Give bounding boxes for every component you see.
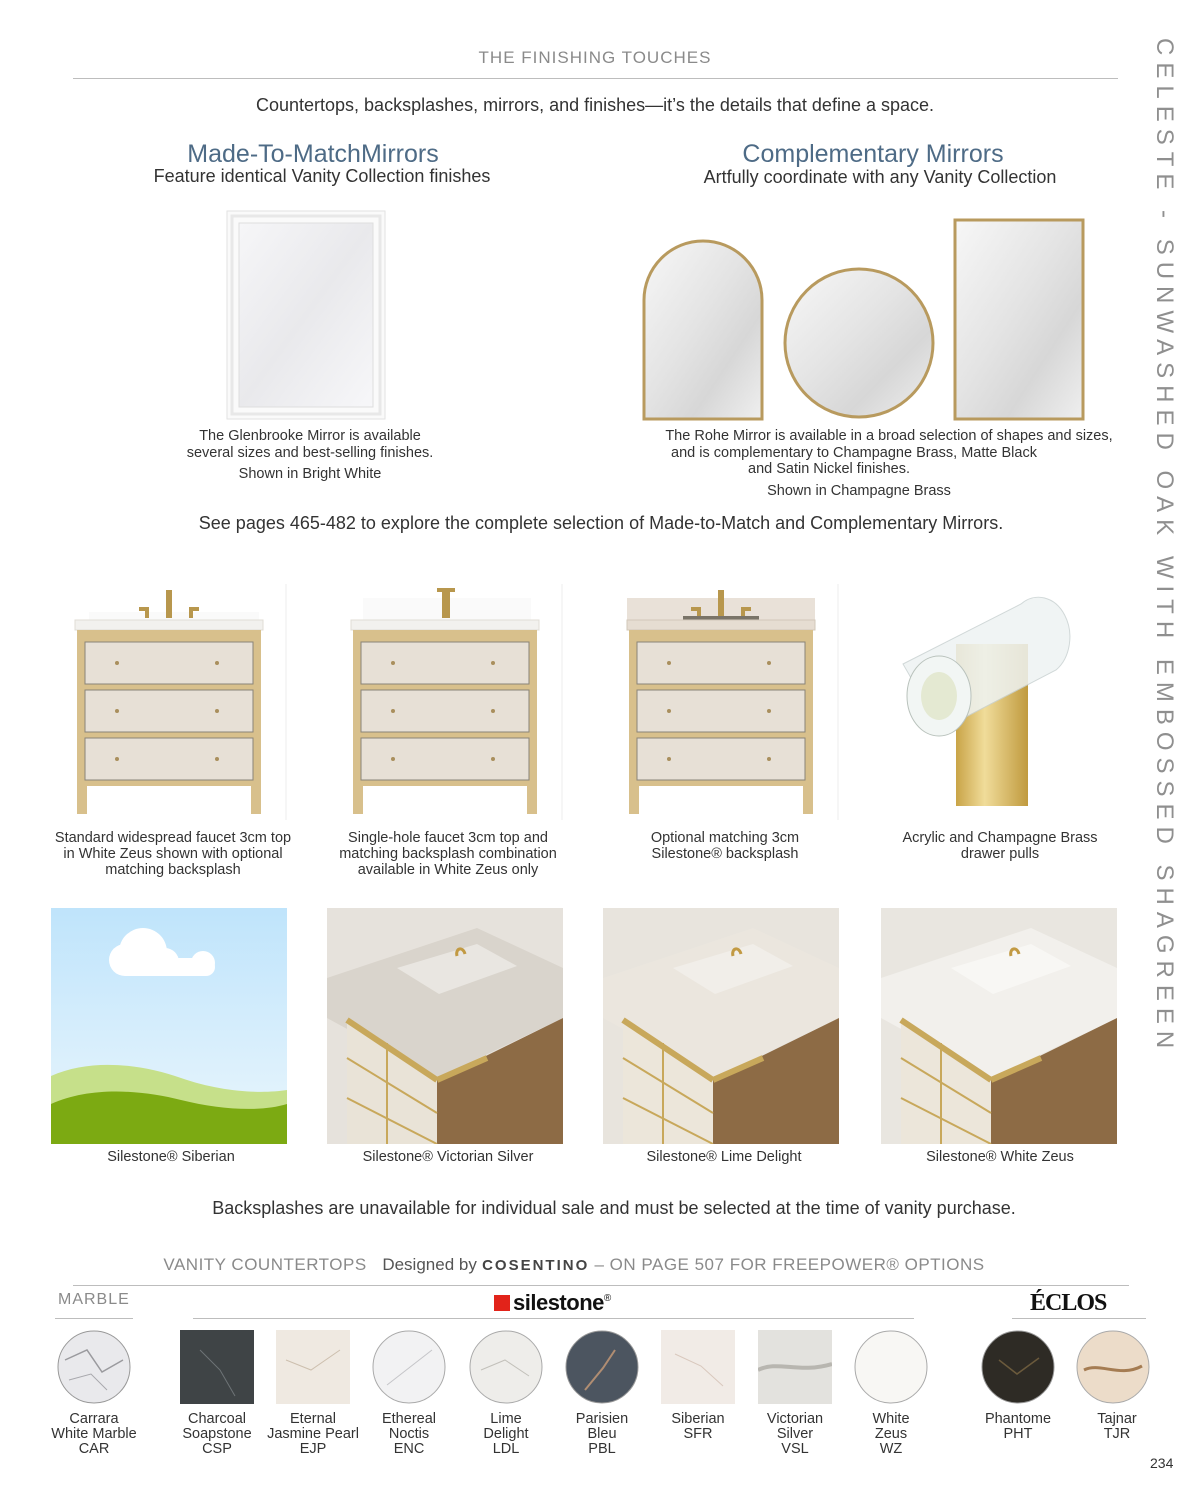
marble-underline bbox=[55, 1318, 133, 1319]
swatch-label-line: Silver bbox=[776, 1426, 814, 1442]
option-caption-2-line2: matching backsplash combination bbox=[339, 846, 557, 862]
swatch-lime-delight bbox=[469, 1330, 543, 1404]
header-divider bbox=[73, 78, 1118, 79]
swatch-charcoal-soapstone bbox=[180, 1330, 254, 1404]
option-caption-3-line2: Silestone® backsplash bbox=[651, 846, 799, 862]
swatch-label-line: Lime bbox=[490, 1411, 522, 1427]
swatch-label-victorian bbox=[745, 1412, 845, 1457]
vanity-countertops-heading bbox=[0, 1255, 1148, 1275]
swatch-label-lime bbox=[456, 1412, 556, 1457]
eclos-underline bbox=[1012, 1318, 1146, 1319]
photo-caption-2: Silestone® Victorian Silver bbox=[362, 1149, 534, 1165]
swatch-label-charcoal bbox=[167, 1412, 267, 1457]
swatch-label-code: PBL bbox=[588, 1441, 616, 1457]
page-number: 234 bbox=[1150, 1455, 1174, 1471]
swatch-label-code: SFR bbox=[683, 1426, 713, 1442]
swatch-label-white-zeus bbox=[841, 1412, 941, 1457]
silestone-white-zeus-photo bbox=[881, 908, 1117, 1144]
made-to-match-subheading: Feature identical Vanity Collection finishes bbox=[153, 166, 491, 186]
swatch-label-code: EJP bbox=[299, 1441, 327, 1457]
cosentino-logo: COSENTINO bbox=[482, 1257, 590, 1274]
backsplash-note: Backsplashes are unavailable for individual sale and must be selected at the time of vanity purchase. bbox=[212, 1198, 1016, 1218]
swatch-label-code: VSL bbox=[781, 1441, 809, 1457]
swatch-label-line: Bleu bbox=[587, 1426, 617, 1442]
glenbrooke-caption-line1: The Glenbrooke Mirror is available bbox=[199, 428, 421, 444]
countertops-divider bbox=[73, 1285, 1129, 1286]
swatch-label-line: Charcoal bbox=[187, 1411, 247, 1427]
swatch-label-phantome bbox=[968, 1412, 1068, 1442]
vanity-single-hole-faucet-image bbox=[327, 584, 563, 820]
option-caption-1-line2: in White Zeus shown with optional bbox=[63, 846, 283, 862]
swatch-label-line: Soapstone bbox=[182, 1426, 252, 1442]
vertical-title-text: CELESTE - SUNWASHED OAK WITH EMBOSSED SHAGREEN bbox=[1151, 38, 1178, 1056]
drawer-pull-image bbox=[881, 584, 1117, 820]
swatch-label-code: ENC bbox=[393, 1441, 425, 1457]
swatch-label-ethereal bbox=[359, 1412, 459, 1457]
photo-caption-4: Silestone® White Zeus bbox=[926, 1149, 1074, 1165]
rohe-shown-in: Shown in Champagne Brass bbox=[767, 483, 951, 499]
silestone-victorian-silver-photo bbox=[327, 908, 563, 1144]
swatch-label-code: CSP bbox=[202, 1441, 232, 1457]
silestone-underline bbox=[193, 1318, 914, 1319]
swatch-label-parisien bbox=[552, 1412, 652, 1457]
section-title: THE FINISHING TOUCHES bbox=[478, 48, 712, 67]
swatch-label-line: Siberian bbox=[671, 1411, 725, 1427]
swatch-label-code: TJR bbox=[1103, 1426, 1131, 1442]
vanity-widespread-faucet-image bbox=[51, 584, 287, 820]
swatch-label-tajnar bbox=[1067, 1412, 1167, 1442]
photo-caption-1: Silestone® Siberian bbox=[107, 1149, 235, 1165]
swatch-label-line: Jasmine Pearl bbox=[267, 1426, 359, 1442]
swatch-label-line: Parisien bbox=[575, 1411, 629, 1427]
swatch-label-carrara bbox=[44, 1412, 144, 1457]
rohe-caption-line1: The Rohe Mirror is available in a broad selection of shapes and sizes, bbox=[665, 428, 1113, 444]
silestone-logo-text: silestone bbox=[513, 1290, 604, 1315]
countertops-heading-right: – ON PAGE 507 FOR FREEPOWER® OPTIONS bbox=[594, 1255, 985, 1274]
swatch-label-line: Noctis bbox=[388, 1426, 430, 1442]
swatch-label-line: Eternal bbox=[290, 1411, 336, 1427]
glenbrooke-mirror-image bbox=[226, 210, 386, 420]
swatch-tajnar bbox=[1076, 1330, 1150, 1404]
swatch-siberian bbox=[661, 1330, 735, 1404]
swatch-label-code: CAR bbox=[78, 1441, 110, 1457]
swatch-label-line: White bbox=[872, 1411, 910, 1427]
swatch-parisien-bleu bbox=[565, 1330, 639, 1404]
complementary-heading: Complementary Mirrors bbox=[742, 140, 1004, 168]
swatch-label-line: White Marble bbox=[51, 1426, 137, 1442]
rohe-mirrors-image bbox=[638, 215, 1090, 425]
swatch-label-code: WZ bbox=[879, 1441, 903, 1457]
swatch-carrara-white-marble bbox=[57, 1330, 131, 1404]
swatch-label-eternal bbox=[258, 1412, 368, 1457]
option-caption-2-line1: Single-hole faucet 3cm top and bbox=[348, 830, 548, 846]
eclos-logo: ÉCLOS bbox=[1030, 1290, 1107, 1316]
silestone-siberian-photo-placeholder bbox=[51, 908, 287, 1144]
countertops-heading-left: VANITY COUNTERTOPS bbox=[163, 1255, 367, 1274]
see-pages-text: See pages 465-482 to explore the complete selection of Made-to-Match and Complementary Mirrors. bbox=[198, 513, 1004, 533]
option-caption-4-line1: Acrylic and Champagne Brass bbox=[902, 830, 1098, 846]
swatch-label-code: LDL bbox=[492, 1441, 520, 1457]
swatch-label-code: PHT bbox=[1003, 1426, 1033, 1442]
complementary-subheading: Artfully coordinate with any Vanity Collection bbox=[703, 167, 1057, 187]
swatch-eternal-jasmine-pearl bbox=[276, 1330, 350, 1404]
swatch-phantome bbox=[981, 1330, 1055, 1404]
swatch-label-line: Carrara bbox=[69, 1411, 119, 1427]
swatch-label-siberian bbox=[648, 1412, 748, 1442]
silestone-logo bbox=[494, 1290, 611, 1316]
rohe-caption-line2: and is complementary to Champagne Brass, Matte Black bbox=[671, 445, 1037, 461]
swatch-victorian-silver bbox=[758, 1330, 832, 1404]
marble-label: MARBLE bbox=[58, 1291, 130, 1308]
intro-text: Countertops, backsplashes, mirrors, and finishes—it’s the details that define a space. bbox=[255, 95, 935, 115]
option-caption-4-line2: drawer pulls bbox=[960, 846, 1040, 862]
swatch-ethereal-noctis bbox=[372, 1330, 446, 1404]
silestone-logo-registered: ® bbox=[603, 1293, 612, 1304]
silestone-lime-delight-photo bbox=[603, 908, 839, 1144]
swatch-label-line: Phantome bbox=[984, 1411, 1052, 1427]
swatch-white-zeus bbox=[854, 1330, 928, 1404]
swatch-label-line: Delight bbox=[483, 1426, 529, 1442]
vanity-matching-backsplash-image bbox=[603, 584, 839, 820]
made-to-match-heading: Made-To-MatchMirrors bbox=[187, 140, 439, 168]
swatch-label-line: Ethereal bbox=[381, 1411, 436, 1427]
option-caption-2-line3: available in White Zeus only bbox=[357, 862, 539, 878]
designed-by-text: Designed by bbox=[382, 1255, 477, 1274]
swatch-label-line: Tajnar bbox=[1097, 1411, 1137, 1427]
option-caption-3-line1: Optional matching 3cm bbox=[650, 830, 800, 846]
glenbrooke-shown-in: Shown in Bright White bbox=[238, 466, 382, 482]
swatch-label-line: Zeus bbox=[874, 1426, 908, 1442]
glenbrooke-caption-line2: several sizes and best-selling finishes. bbox=[186, 445, 434, 461]
photo-caption-3: Silestone® Lime Delight bbox=[646, 1149, 802, 1165]
swatch-label-line: Victorian bbox=[766, 1411, 824, 1427]
option-caption-1-line3: matching backsplash bbox=[105, 862, 241, 878]
silestone-logo-mark bbox=[494, 1295, 510, 1311]
option-caption-1-line1: Standard widespread faucet 3cm top bbox=[54, 830, 292, 846]
rohe-caption-line3: and Satin Nickel finishes. bbox=[748, 461, 910, 477]
